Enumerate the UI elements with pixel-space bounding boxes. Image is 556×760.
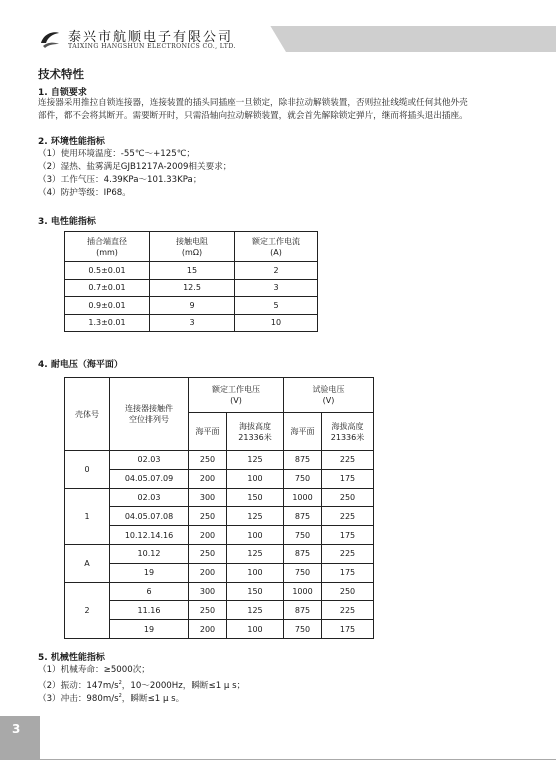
table-cell: 225	[322, 451, 374, 470]
table-cell: 1.3±0.01	[65, 314, 150, 332]
table-cell: 10.12.14.16	[110, 526, 189, 545]
table-cell: 100	[227, 526, 284, 545]
shell-cell: 1	[65, 488, 110, 544]
shell-cell: A	[65, 544, 110, 582]
table-cell: 04.05.07.09	[110, 469, 189, 488]
table-cell: 875	[284, 507, 322, 526]
table-cell: 250	[189, 507, 227, 526]
col-header-test-voltage: 试验电压 (V)	[284, 378, 374, 413]
table-cell: 10	[235, 314, 318, 332]
table-cell: 150	[227, 488, 284, 507]
table-cell: 225	[322, 507, 374, 526]
table-cell: 125	[227, 544, 284, 563]
table-row	[65, 262, 318, 280]
col-header-shell: 壳体号	[65, 378, 110, 451]
col-header-sea-level: 海平面	[284, 413, 322, 451]
table-row	[65, 297, 318, 315]
table-cell: 250	[189, 544, 227, 563]
table-cell: 12.5	[150, 279, 235, 297]
table-cell: 5	[235, 297, 318, 315]
table-cell: 750	[284, 620, 322, 639]
col-header-resistance: 接触电阻 (mΩ)	[150, 232, 235, 262]
section5-heading: 5. 机械性能指标	[38, 653, 105, 663]
section1-line-2: 部件，都不会将其断开。需要断开时，只需沿轴向拉动解锁装置，就会首先解除锁定弹片，继而将插头退出插座。	[38, 111, 468, 121]
table-cell: 0.7±0.01	[65, 279, 150, 297]
col-header-rated-voltage: 额定工作电压 (V)	[189, 378, 284, 413]
table-cell: 19	[110, 620, 189, 639]
col-header-layout: 连接器接触件 空位排列号	[110, 378, 189, 451]
table-cell: 300	[189, 488, 227, 507]
table-cell: 100	[227, 563, 284, 582]
table-cell: 250	[322, 488, 374, 507]
table-cell: 875	[284, 544, 322, 563]
section5-line-1: （1）机械寿命：≥5000次；	[38, 665, 150, 675]
table-cell: 250	[189, 451, 227, 470]
table-cell: 750	[284, 469, 322, 488]
section5-line-3: （3）冲击：$980m/s^2$，瞬断≤1 μ s。	[38, 693, 185, 704]
table-row	[65, 469, 374, 488]
table-cell: 15	[150, 262, 235, 280]
table-cell: 125	[227, 601, 284, 620]
table-cell: 1000	[284, 488, 322, 507]
table-cell: 9	[150, 297, 235, 315]
table-row	[65, 314, 318, 332]
col-header-sea-level: 海平面	[189, 413, 227, 451]
table-cell: 175	[322, 563, 374, 582]
table-cell: 02.03	[110, 488, 189, 507]
table-row	[65, 582, 374, 601]
section2-line-3: （3）工作气压：4.39KPa～101.33KPa；	[38, 175, 202, 185]
table-cell: 875	[284, 601, 322, 620]
table-row	[65, 507, 374, 526]
section1-line-1: 连接器采用推拉自锁连接器，连接装置的插头同插座一旦锁定，除非拉动解锁装置，否则拉扯线缆或任何其他外壳	[38, 98, 468, 108]
table-row	[65, 563, 374, 582]
table-cell: 3	[150, 314, 235, 332]
section2-line-2: （2）湿热、盐雾满足GJB1217A-2009相关要求；	[38, 162, 232, 172]
col-header-altitude: 海拔高度 21336米	[227, 413, 284, 451]
table-cell: 11.16	[110, 601, 189, 620]
table-cell: 100	[227, 469, 284, 488]
table-header-row	[65, 378, 374, 413]
table-cell: 100	[227, 620, 284, 639]
col-header-altitude: 海拔高度 21336米	[322, 413, 374, 451]
shell-cell: 2	[65, 582, 110, 638]
table-cell: 0.5±0.01	[65, 262, 150, 280]
logo-icon	[38, 27, 62, 51]
table-cell: 200	[189, 526, 227, 545]
company-logo	[38, 24, 248, 54]
section2-line-1: （1）使用环境温度：-55℃～+125℃；	[38, 149, 195, 159]
table-row	[65, 451, 374, 470]
table-row	[65, 279, 318, 297]
table-header-row	[65, 232, 318, 262]
company-name-cn: 泰兴市航顺电子有限公司	[68, 30, 234, 45]
page-title: 技术特性	[38, 67, 84, 81]
table-row	[65, 601, 374, 620]
table-row	[65, 488, 374, 507]
table-row	[65, 544, 374, 563]
table-row	[65, 620, 374, 639]
table-cell: 3	[235, 279, 318, 297]
table-cell: 125	[227, 451, 284, 470]
section3-heading: 3. 电性能指标	[38, 217, 96, 227]
section5-line-2: （2）振动：$147m/s^2$，10～2000Hz，瞬断≤1 μ s；	[38, 680, 246, 691]
table-cell: 02.03	[110, 451, 189, 470]
table-cell: 200	[189, 620, 227, 639]
table-cell: 300	[189, 582, 227, 601]
company-name-en: TAIXING HANGSHUN ELECTRONICS CO., LTD.	[68, 43, 236, 50]
table-cell: 175	[322, 620, 374, 639]
table-row	[65, 526, 374, 545]
table-cell: 750	[284, 526, 322, 545]
col-header-current: 额定工作电流 (A)	[235, 232, 318, 262]
table-cell: 1000	[284, 582, 322, 601]
table-cell: 175	[322, 526, 374, 545]
table-cell: 200	[189, 563, 227, 582]
table-cell: 6	[110, 582, 189, 601]
electrical-table	[64, 231, 318, 332]
table-cell: 750	[284, 563, 322, 582]
table-cell: 19	[110, 563, 189, 582]
table-cell: 875	[284, 451, 322, 470]
section4-heading: 4. 耐电压（海平面）	[38, 360, 123, 370]
table-cell: 04.05.07.08	[110, 507, 189, 526]
table-cell: 150	[227, 582, 284, 601]
col-header-diameter: 插合端直径 (mm)	[65, 232, 150, 262]
page-header	[0, 0, 556, 52]
table-cell: 250	[322, 582, 374, 601]
table-cell: 10.12	[110, 544, 189, 563]
table-cell: 2	[235, 262, 318, 280]
shell-cell: 0	[65, 451, 110, 489]
page-number: 3	[12, 722, 21, 736]
section1-heading: 1. 自锁要求	[38, 88, 87, 98]
table-cell: 0.9±0.01	[65, 297, 150, 315]
table-cell: 125	[227, 507, 284, 526]
table-cell: 200	[189, 469, 227, 488]
voltage-table	[64, 377, 374, 639]
table-cell: 175	[322, 469, 374, 488]
table-cell: 225	[322, 544, 374, 563]
table-cell: 250	[189, 601, 227, 620]
table-cell: 225	[322, 601, 374, 620]
section2-heading: 2. 环境性能指标	[38, 137, 105, 147]
section2-line-4: （4）防护等级：IP68。	[38, 188, 131, 198]
